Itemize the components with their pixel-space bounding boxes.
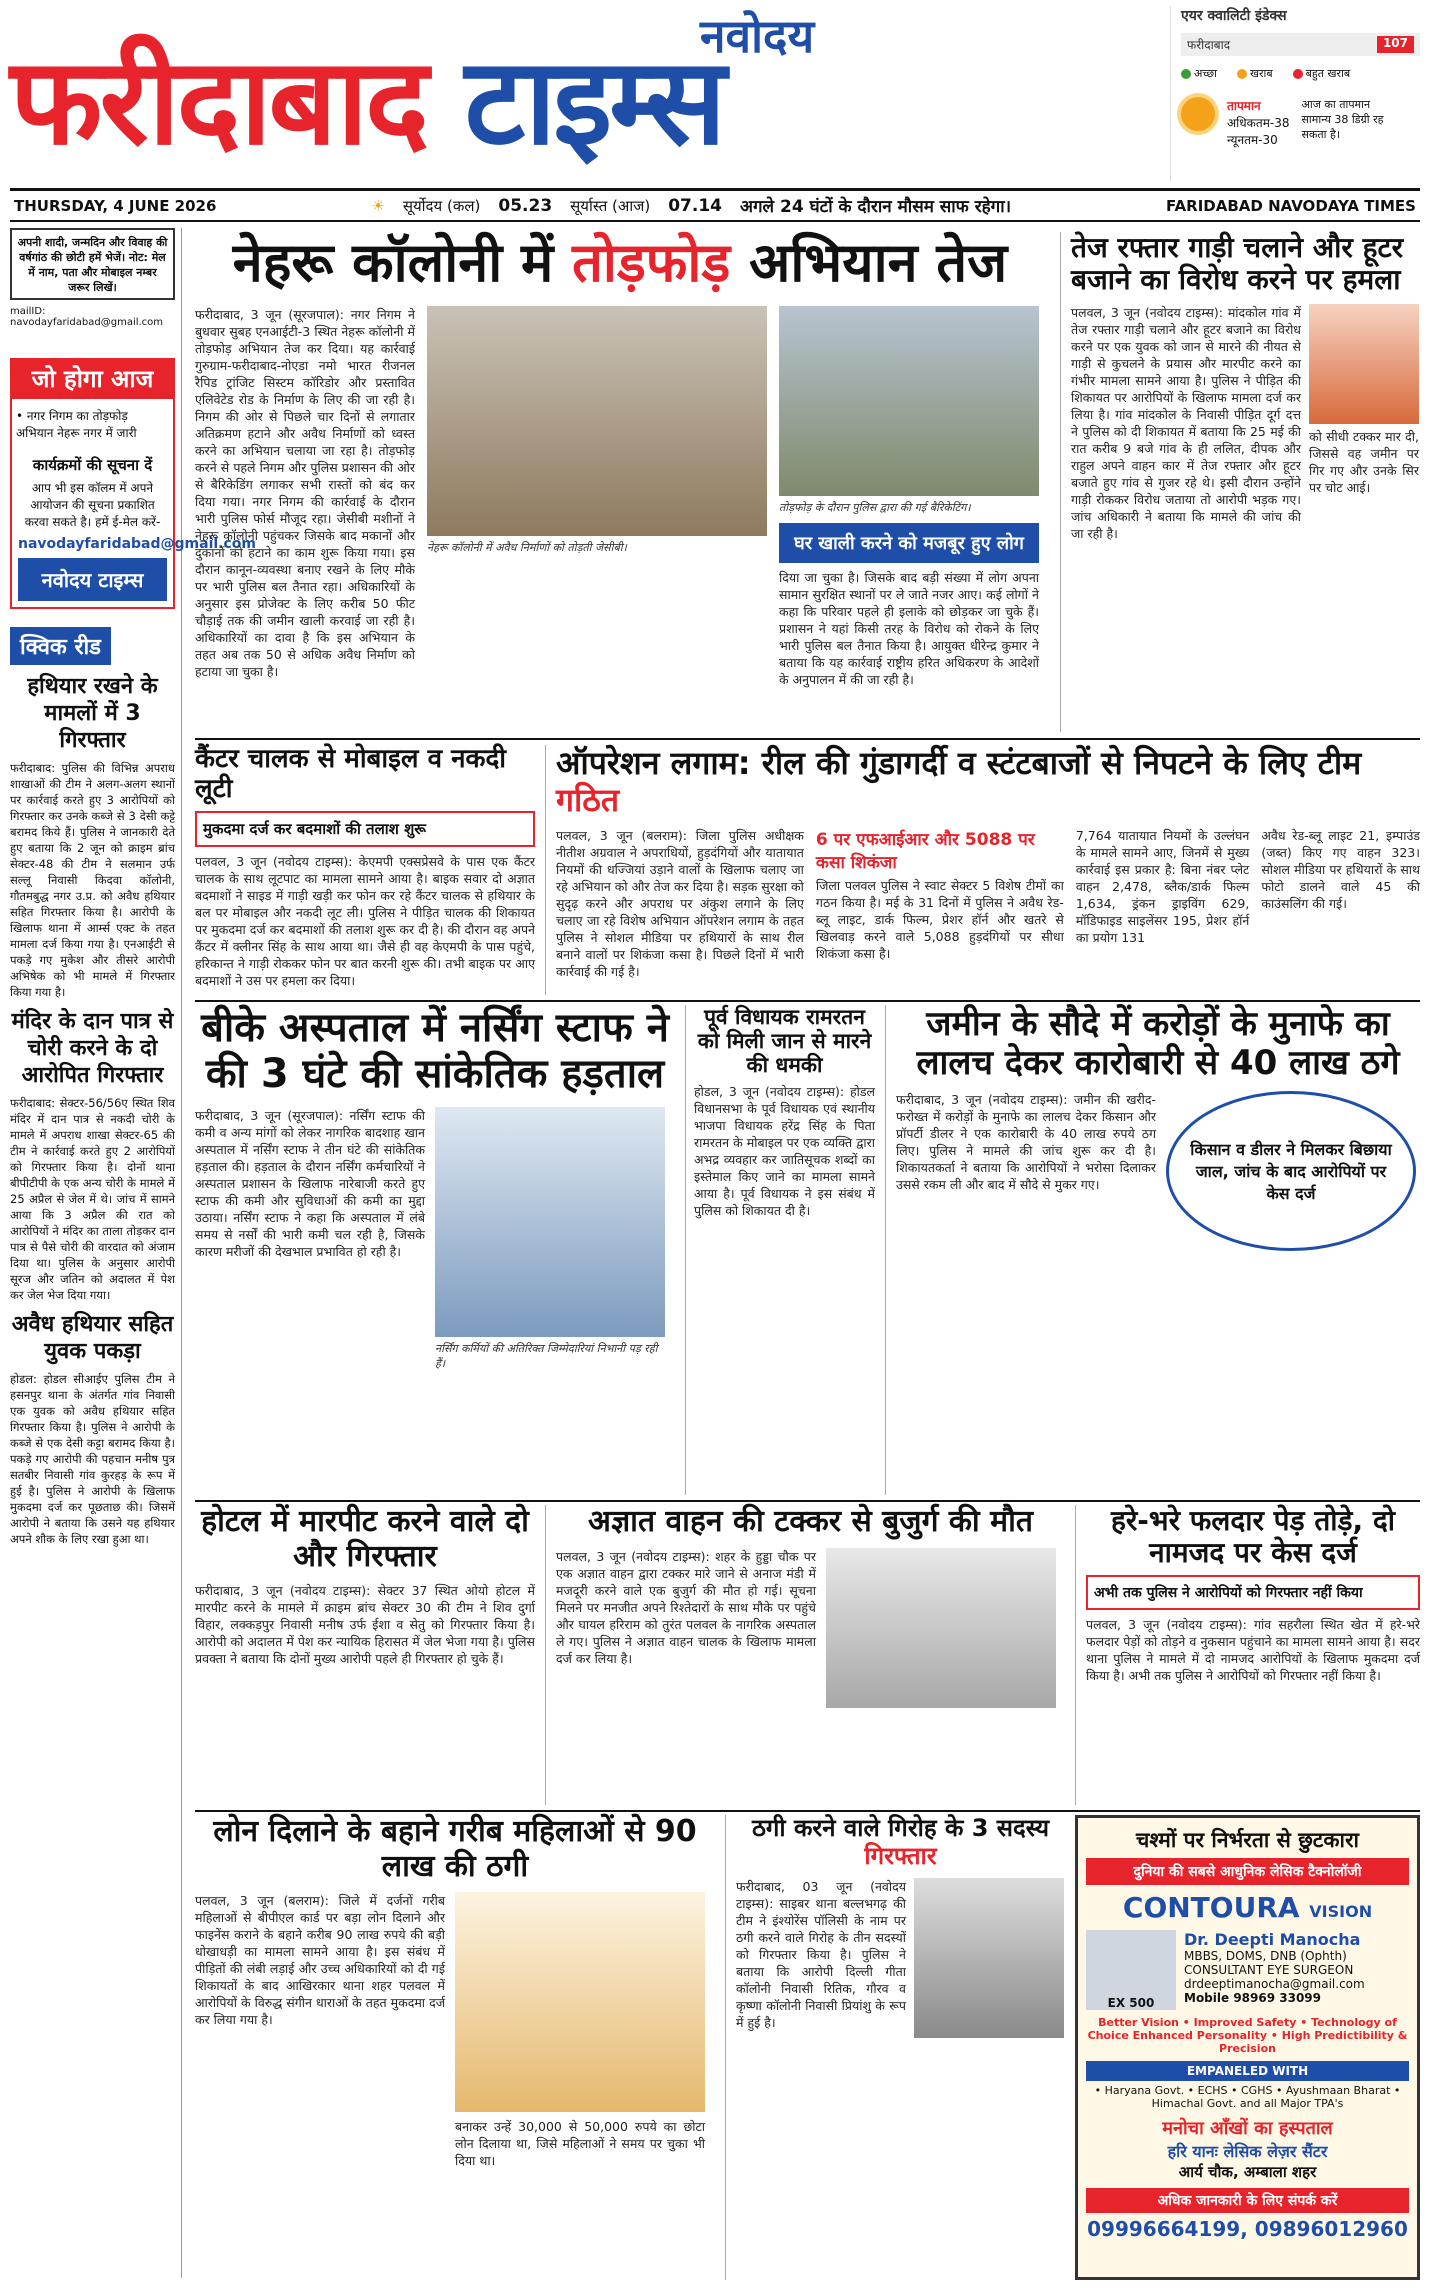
ad-contact: अधिक जानकारी के लिए संपर्क करें (1086, 2188, 1409, 2213)
aqi-city: फरीदाबाद (1187, 38, 1231, 52)
hooter-story (1060, 232, 1420, 732)
paper-name: FARIDABAD NAVODAYA TIMES (1166, 196, 1416, 215)
lead-story (195, 232, 1045, 732)
quick-read: क्विक रीड (10, 627, 111, 665)
issue-date: THURSDAY, 4 JUNE 2026 (14, 196, 217, 215)
s3-body: होडल: होडल सीआईए पुलिस टीम ने हसनपुर थाना के अंतर्गत गांव निवासी एक युवक को अवैध हथियार सहित गिरफ्तार किया है। पुलिस ने आरोपी के कब्जे से एक देसी कट्टा बरामद किया है। पकड़े गए आरोपी की पहचान मनीष पुत्र सतबीर निवासी गांव कुरहड़ के रूप में हुई है। पुलिस ने आरोपी के खिलाफ मुकदमा दर्ज कर पूछताछ की। जिसमें आरोपी ने बताया कि उसने यह हथियार अपने शौक के लिए रखा हुआ था। (10, 1372, 175, 1546)
sunset-label: सूर्यास्त (आज) (570, 196, 651, 215)
operation-tag-head: 6 पर एफआईआर और 5088 पर कसा शिकंजा (815, 829, 1035, 873)
agyat-body: पलवल, 3 जून (नवोदय टाइम्स): शहर के हुड्डा चौक पर एक अज्ञात वाहन द्वारा टक्कर मारे जाने से अनाज मंडी में मजदूरी करने वाले एक बुजुर्ग की मौत हो गई। सूचना मिलने पर मनजीत अपने रिश्तेदारों के साथ मौके पर पहुंचे और घायल हरिराम को तुरंत पलवल के नागरिक अस्पताल ले गए। पुलिस ने अज्ञात वाहन चालक के खिलाफ मामला दर्ज कर लिया है। (556, 1548, 816, 1666)
hooter-side: को सीधी टक्कर मार दी, जिससे वह जमीन पर गिर गए और उनके सिर पर चोट आई। (1309, 429, 1419, 496)
s2-head: मंदिर के दान पात्र से चोरी करने के दो आरोपित गिरफ्तार (11, 1009, 174, 1088)
masthead (10, 8, 1140, 183)
loan-story (195, 1815, 715, 2280)
zameen-body: फरीदाबाद, 3 जून (नवोदय टाइम्स): जमीन की खरीद-फरोख्त में करोड़ों के मुनाफे का लालच देकर किसान और प्रॉपर्टी डीलर ने एक कारोबारी के 40 लाख रुपये ठग लिए। पुलिस ने मामले की जांच शुरू कर दी है। शिकायतकर्ता ने बताया कि आरोपियों ने भरोसा दिलाकर उससे रकम ली और बाद में सौदे से मुकर गए। (896, 1092, 1156, 1193)
sun-rise-icon: ☀ (371, 196, 385, 215)
divider (195, 738, 1420, 740)
purv-story (685, 1005, 875, 1495)
agyat-photo (826, 1548, 1056, 1708)
hooter-body: पलवल, 3 जून (नवोदय टाइम्स): मांदकोल गांव में तेज रफ्तार गाड़ी चलाने और हूटर बजाने का विरोध करने पर एक युवक को जान से मारने की नीयत से गाड़ी से कुचलने के प्रयास और मारपीट करने का गंभीर मामला सामने आया है। पुलिस ने पीड़ित की शिकायत पर आरोपियों के खिलाफ मामला दर्ज कर लिया है। गांव मांदकोल के निवासी पीड़ित दूर्ग दत्त ने पुलिस को दी शिकायत में बताया कि 25 मई की रात करीब 9 बजे गांव के ही ललित, दीपक और राहुल अपने वाहन कार में तेज रफ्तार और हूटर बजाते हुए गांव से गुजर रहे थे। इसी दौरान उन्होंने गाड़ी रोककर विरोध जताया तो आरोपी भड़क गए। जांच अधिकारी ने बताया कि मामले की जांच की जा रही है। (1071, 305, 1301, 542)
bk-story (195, 1005, 675, 1495)
ad-hospital-sub: हरि यानः लेसिक लेज़र सैंटर (1167, 2142, 1328, 2161)
barricade-caption: तोड़फोड़ के दौरान पुलिस द्वारा की गई बैरिकेटिंग। (779, 501, 971, 515)
brand-top: नवोदय (700, 9, 815, 63)
canter-story (195, 745, 535, 995)
notice-mail: mailID: navodayfaridabad@gmail.com (10, 306, 164, 328)
dateline (10, 188, 1420, 222)
ad-email: drdeeptimanocha@gmail.com (1184, 1977, 1365, 1991)
aqi-city-row (1181, 33, 1420, 56)
operation-tag-body: जिला पलवल पुलिस ने स्वाट सेक्टर 5 विशेष टीमों का गठन किया है। मई के 31 दिनों में पुलिस ने अवैध रेड-ब्लू लाइट, डार्क फिल्म, प्रेशर हॉर्न और खतरे से खिलवाड़ करने वाले 5,088 हुड़दंगियों पर सीधा शिकंजा कसा है। (815, 877, 1064, 961)
ad-hospital: मनोचा आँखों का हस्पताल (1162, 2118, 1333, 2139)
lead-caption: नेहरू कॉलोनी में अवैध निर्माणों को तोड़ती जेसीबी। (427, 541, 627, 555)
aqi-legend (1181, 66, 1420, 81)
thagi-headline: ठगी करने वाले गिरोह के 3 सदस्य गिरफ्तार (751, 1814, 1050, 1870)
loan-headline: लोन दिलाने के बहाने गरीब महिलाओं से 90 लाख की ठगी (213, 1814, 697, 1884)
lead-photo (427, 306, 767, 536)
karya-box (10, 449, 256, 609)
canter-body: पलवल, 3 जून (नवोदय टाइम्स): केएमपी एक्सप्रेसवे के पास एक कैंटर चालक के साथ लूटपाट का मामला सामने आया है। बाइक सवार दो अज्ञात बदमाशों ने साइड में गाड़ी खड़ी कर फोन कर रहे कैंटर चालक से हथियार के बल पर मोबाइल और नकदी लूट ली। पुलिस ने पीड़ित चालक की शिकायत पर मुकदमा दर्ज कर बदमाशों की तलाश शुरू कर दी है। की दौरान वह अपने कैंटर में क्लीनर सिंह के साथ आया था। जैसे ही वह केएमपी के पास पहुंचे, हरिकान्त ने गाड़ी रोककर फोन पर बात करनी शुरू की। तभी बाइक पर आए बदमाशों ने उस पर हमला कर दिया। (195, 853, 535, 988)
lead-headline: नेहरू कॉलोनी में तोड़फोड़ अभियान तेज (232, 231, 1008, 294)
brand-right: टाइम्स (464, 33, 724, 172)
temp-max: अधिकतम-38 (1227, 116, 1290, 130)
jhoga-title: जो होगा आज (10, 358, 175, 399)
ad-machine: EX 500 (1086, 1930, 1176, 2010)
bk-photo (435, 1107, 665, 1337)
bk-caption: नर्सिंग कर्मियों की अतिरिक्त जिम्मेदारियां निभानी पड़ रही हैं। (435, 1342, 658, 1370)
karya-sub: आप भी इस कॉलम में अपने आयोजन की सूचना प्रकाशित करवा सकते है। हमें ई-मेल करें- (24, 481, 161, 529)
ad-mobile: Mobile 98969 33099 (1184, 1991, 1321, 2005)
temp-min: न्यूनतम-30 (1227, 133, 1278, 147)
legend-good: अच्छा (1181, 66, 1217, 81)
phal-tag: अभी तक पुलिस ने आरोपियों को गिरफ्तार नहीं किया (1086, 1575, 1420, 1610)
canter-tag: मुकदमा दर्ज कर बदमाशों की तलाश शुरू (195, 811, 535, 847)
ad-role: CONSULTANT EYE SURGEON (1184, 1963, 1354, 1977)
hotel-headline: होटल में मारपीट करने वाले दो और गिरफ्तार (201, 1504, 529, 1574)
hooter-headline: तेज रफ्तार गाड़ी चलाने और हूटर बजाने का विरोध करने पर हमला (1071, 231, 1404, 297)
brand-left: फरीदाबाद (10, 33, 426, 172)
karya-email: navodayfaridabad@gmail.com (18, 536, 256, 552)
aqi-box (1170, 6, 1420, 181)
divider-3 (195, 1500, 1420, 1502)
ad-top: चश्मों पर निर्भरता से छुटकारा (1136, 1828, 1359, 1852)
hotel-story (195, 1505, 535, 1805)
sun-icon (1181, 97, 1215, 131)
handcuff-photo (914, 1878, 1064, 2038)
phal-body: पलवल, 3 जून (नवोदय टाइम्स): गांव सहरौला स्थित खेत में हरे-भरे फलदार पेड़ों को तोड़ने व नुकसान पहुंचाने का मामला सामने आया है। सदर थाना पुलिस ने मामले में दो नामजद आरोपियों के खिलाफ मुकदमा दर्ज किया है। अभी तक पुलिस ने आरोपियों को गिरफ्तार नहीं किया है। (1086, 1617, 1420, 1684)
agyat-story (545, 1505, 1065, 1805)
bk-body: फरीदाबाद, 3 जून (सूरजपाल): नर्सिंग स्टाफ की कमी व अन्य मांगों को लेकर नागरिक बादशाह खान अस्पताल में नर्सिंग स्टाफ ने तीन घंटे की सांकेतिक हड़ताल की। हड़ताल के दौरान नर्सिंग कर्मचारियों ने अस्पताल प्रशासन के खिलाफ नारेबाजी करते हुए स्टाफ की कमी और सुविधाओं की कमी का मुद्दा उठाया। नर्सिंग स्टाफ ने कहा कि अस्पताल में लंबे समय से नर्सों की भारी कमी चल रही है, जिसके कारण मरीजों की देखभाल प्रभावित हो रही है। (195, 1108, 425, 1259)
ad-panel: • Haryana Govt. • ECHS • CGHS • Ayushmaan Bharat • Himachal Govt. and all Major TPA's (1094, 2084, 1401, 2110)
aqi-title: एयर क्वालिटी इंडेक्स (1181, 8, 1287, 24)
eye-hospital-ad (1075, 1815, 1420, 2280)
loan-illustration (455, 1892, 705, 2112)
karya-title: कार्यक्रमों की सूचना दें (32, 456, 153, 474)
ad-doctor: Dr. Deepti Manocha (1184, 1930, 1361, 1949)
s1-body: फरीदाबाद: पुलिस की विभिन्न अपराध शाखाओं की टीम ने अलग-अलग स्थानों पर कार्रवाई करते हुए 3 आरोपियों को गिरफ्तार कर उनके कब्जे से 3 देसी कट्टे बरामद किये हैं। पुलिस ने जानकारी देते हुए बताया कि 2 जून को क्राइम ब्रांच सेक्टर-48 की टीम ने सलमान उर्फ सल्लू निवासी किदवा कॉलोनी, गौतमबुद्ध नगर उ.प्र. को अवैध हथियार सहित गिरफ्तार किया है। आरोपी के खिलाफ थाना में आर्म्स एक्ट के तहत मामला दर्ज किया गया है। एनआईटी से पकड़े गए मुकेश और तीसरे आरोपी अभिषेक को भी मामले में गिरफ्तार किया गया है। (10, 761, 175, 999)
lead-body-2: दिया जा चुका है। जिसके बाद बड़ी संख्या में लोग अपना सामान सुरक्षित स्थानों पर ले जाते नजर आए। कई लोगों ने कहा कि परिवार पहले ही इलाके को छोड़कर जा चुके हैं। प्रशासन ने यहां किसी तरह के विरोध को रोकने के लिए भारी पुलिस बल तैनात किया है। आयुक्त धीरेन्द्र कुमार ने बताया कि यह कार्रवाई राष्ट्रीय हरित अधिकरण के आदेशों के अनुपालन में की जा रही है। (779, 570, 1039, 688)
loan-caption: बनाकर उन्हें 30,000 से 50,000 रुपये का छोटा लोन दिलाया था, जिसे महिलाओं ने समय पर चुका भी दिया था। (455, 2119, 705, 2168)
lead-body: फरीदाबाद, 3 जून (सूरजपाल): नगर निगम ने बुधवार सुबह एनआईटी-3 स्थित नेहरू कॉलोनी में तोड़फोड़ अभियान तेज कर दिया। यह कार्रवाई गुरुग्राम-फरीदाबाद-नोएडा नमो भारत रीजनल रैपिड ट्रांजिट सिस्टम कॉरिडोर और प्रस्तावित एलिवेटेड रोड के निर्माण के लिए की जा रही है। निगम की ओर से पिछले चार दिनों से लगातार अतिक्रमण हटाने और अवैध निर्माणों को ध्वस्त करने का अभियान चलाया जा रहा है। तोड़फोड़ करने से पहले निगम और पुलिस प्रशासन की ओर से बैरिकेडिंग लगाकर सभी रास्तों को बंद कर दिया गया। नगर निगम की कार्रवाई के दौरान भारी पुलिस फोर्स मौजूद रहा। जेसीबी मशीनों ने नेहरू कॉलोनी पहुंचकर जिसके बाद मकानों और दुकानों को हटाने का काम शुरू किया गया। इस दौरान कानून-व्यवस्था बनाए रखने के लिए मौके पर भारी पुलिस बल तैनात रहा। अधिकारियों के अनुसार इस प्रोजेक्ट के लिए करीब 50 फीट चौड़ाई तक की जमीन खाली करवाई जा रही है। अधिकारियों का दावा है कि इस अभियान के तहत अब तक 50 से अधिक अवैध निर्माण को हटाया जा चुका है। (195, 307, 415, 680)
zameen-story (885, 1005, 1420, 1495)
thagi-story (725, 1815, 1065, 2280)
ad-panel-title: EMPANELED WITH (1086, 2061, 1409, 2081)
s1-head: हथियार रखने के मामलों में 3 गिरफ्तार (27, 674, 158, 753)
sunrise-time: 05.23 (498, 195, 553, 216)
notice-box: अपनी शादी, जन्मदिन और विवाह की वर्षगांठ की छोटी हमें भेजें। नोट: मेल में नाम, पता और मोबाइल नम्बर जरूर लिखें। (10, 228, 175, 300)
operation-body: पलवल, 3 जून (बलराम): जिला पुलिस अधीक्षक नीतीश अग्रवाल ने अपराधियों, हुड़दंगियों और यातायात नियमों की धज्जियां उड़ाने वालों के खिलाफ चलाए जा रहे अभियान को और तेज कर दिया है। सड़क सुरक्षा को सुदृढ़ करने और अपराध पर अंकुश लगाने के लिए चलाए जा रहे विशेष अभियान ऑपरेशन लगाम के तहत पुलिस ने सोशल मीडिया पर हथियारों के साथ रील बनाने वालों पर शिकंजा कसा है। पिछले दिनों में भारी कार्रवाई की गई है। (556, 827, 804, 979)
barricade-photo (779, 306, 1039, 496)
forecast: अगले 24 घंटों के दौरान मौसम साफ रहेगा। (740, 197, 1012, 217)
operation-stats-2: अवैध रेड-ब्लू लाइट 21, इम्पाउंड (जब्त) किए गए वाहन 323। सोशल मीडिया पर हथियारों के साथ फोटो डालने वाले 45 की काउंसलिंग की गई। (1261, 827, 1420, 911)
ad-address: आर्य चौक, अम्बाला शहर (1178, 2163, 1317, 2181)
legend-bad: खराब (1237, 66, 1273, 81)
ad-phones: 09996664199, 09896012960 (1087, 2217, 1408, 2241)
loan-body: पलवल, 3 जून (बलराम): जिले में दर्जनों गरीब महिलाओं से बीपीएल कार्ड पर बड़ा लोन दिलाने और फाइनेंस कराने के बहाने करीब 90 लाख रुपये की बड़ी धोखाधड़ी का मामला सामने आया है। इस संबंध में पीड़ितों की लंबी लड़ाई और उच्च अधिकारियों को दी गई शिकायतों के बाद आखिरकार थाना शहर पलवल में आरोपियों के विरुद्ध संगीन धाराओं के तहत मुकदमा दर्ज कर लिया गया है। (195, 1893, 445, 2027)
divider-4 (195, 1810, 1420, 1812)
s3-head: अवैध हथियार सहित युवक पकड़ा (11, 1312, 174, 1364)
ad-features: Better Vision • Improved Safety • Technology of Choice Enhanced Personality • High Predictibility & Precision (1087, 2016, 1408, 2055)
aqi-value: 107 (1377, 36, 1414, 53)
temperature (1181, 97, 1420, 148)
phal-story (1075, 1505, 1420, 1805)
purv-headline: पूर्व विधायक रामरतन को मिली जान से मारने की धमकी (697, 1005, 872, 1078)
operation-headline: ऑपरेशन लगाम: रील की गुंडागर्दी व स्टंटबाजों से निपटने के लिए टीम गठित (556, 744, 1362, 819)
s2-body: फरीदाबाद: सेक्टर-56/56ए स्थित शिव मंदिर में दान पात्र से नकदी चोरी के मामले में अपराध शाखा सेक्टर-65 की टीम ने कार्रवाई करते हुए 2 आरोपियों को गिरफ्तार किया है। दोनों थाना बीपीटीपी के एक अन्य चोरी के मामले में 25 अप्रैल से जेल में थे। जांच में सामने आया कि 3 अप्रैल की रात को आरोपियों ने मंदिर का ताला तोड़कर दान पात्र से पैसे चोरी की वारदात को अंजाम दिया था। पुलिस के अनुसार आरोपी सूरज और जतिन को अदालत में पेश कर जेल भेज दिया गया। (10, 1096, 175, 1302)
ad-brand: CONTOURA VISION (1122, 1891, 1373, 1924)
ad-sub: दुनिया की सबसे आधुनिक लेसिक टैक्नोलॉजी (1086, 1858, 1409, 1885)
sunset-time: 07.14 (668, 195, 722, 216)
purv-body: होडल, 3 जून (नवोदय टाइम्स): होडल विधानसभा के पूर्व विधायक एवं स्थानीय भाजपा विधायक हरेंद्र सिंह के पिता रामरतन के मोबाइल पर एक व्यक्ति द्वारा अभद्र व्यवहार कर जातिसूचक शब्दों का इस्तेमाल किए जाने का मामला सामने आया है। पूर्व विधायक ने इस संबंध में पुलिस को शिकायत दी है। (694, 1084, 875, 1219)
phal-headline: हरे-भरे फलदार पेड़ तोड़े, दो नामजद पर केस दर्ज (1110, 1504, 1396, 1570)
temp-note: आज का तापमान सामान्य 38 डिग्री रह सकता है। (1301, 98, 1384, 141)
thagi-body: फरीदाबाद, 03 जून (नवोदय टाइम्स): साइबर थाना बल्लभगढ़ की टीम ने इंश्योरेंस पॉलिसी के नाम पर ठगी करने वाले गिरोह के तीन सदस्यों को गिरफ्तार किया है। पुलिस ने बताया कि आरोपी दिल्ली गीता कॉलोनी निवासी रितिक, गौरव व कृष्णा कॉलोनी निवासी प्रियांशु के रूप में हुई है। (736, 1879, 906, 2031)
canter-headline: कैंटर चालक से मोबाइल व नकदी लूटी (195, 744, 507, 804)
zameen-bubble: किसान व डीलर ने मिलकर बिछाया जाल, जांच के बाद आरोपियों पर केस दर्ज (1166, 1091, 1416, 1251)
operation-stats: 7,764 यातायात नियमों के उल्लंघन के मामले सामने आए, जिनमें से मुख्य कार्रवाई इस प्रकार है: बिना नंबर प्लेट वाहन 2,478, ब्लैक/डार्क फिल्म 1,634, ड्रंकन ड्राइविंग 629, मॉडिफाइड साइलेंसर 195, प्रेशर हॉर्न का प्रयोग 131 (1075, 827, 1250, 945)
zameen-headline: जमीन के सौदे में करोड़ों के मुनाफे का लालच देकर कारोबारी से 40 लाख ठगे (916, 1004, 1400, 1084)
sunrise-label: सूर्योदय (कल) (402, 196, 481, 215)
bk-headline: बीके अस्पताल में नर्सिंग स्टाफ ने की 3 घंटे की सांकेतिक हड़ताल (201, 1005, 669, 1097)
ad-degree: MBBS, DOMS, DNB (Ophth) (1184, 1949, 1347, 1963)
nav-box: नवोदय टाइम्स (18, 558, 167, 601)
jhoga-text: • नगर निगम का तोड़फोड़ अभियान नेहरू नगर में जारी (10, 399, 175, 449)
temp-title: तापमान (1227, 99, 1261, 113)
legend-very-bad: बहुत खराब (1293, 66, 1351, 81)
hooter-illustration (1309, 304, 1419, 424)
agyat-headline: अज्ञात वाहन की टक्कर से बुजुर्ग की मौत (588, 1504, 1033, 1539)
operation-story (545, 745, 1420, 995)
divider-2 (195, 1000, 1420, 1002)
hotel-body: फरीदाबाद, 3 जून (नवोदय टाइम्स): सेक्टर 37 स्थित ओयो होटल में मारपीट करने के मामले में क्राइम ब्रांच सेक्टर 30 की टीम ने शिव दुर्गा विहार, लक्कड़पुर निवासी मनीष उर्फ ईशा व सेतु को गिरफ्तार किया है। आरोपी को अदालत में पेश कर न्यायिक हिरासत में जेल भेजा गया है। पुलिस प्रवक्ता ने बताया कि दोनों मुख्य आरोपी पहले ही गिरफ्तार हो चुके हैं। (195, 1583, 535, 1666)
sidebar (10, 228, 256, 2278)
pull-quote: घर खाली करने को मजबूर हुए लोग (779, 523, 1039, 563)
